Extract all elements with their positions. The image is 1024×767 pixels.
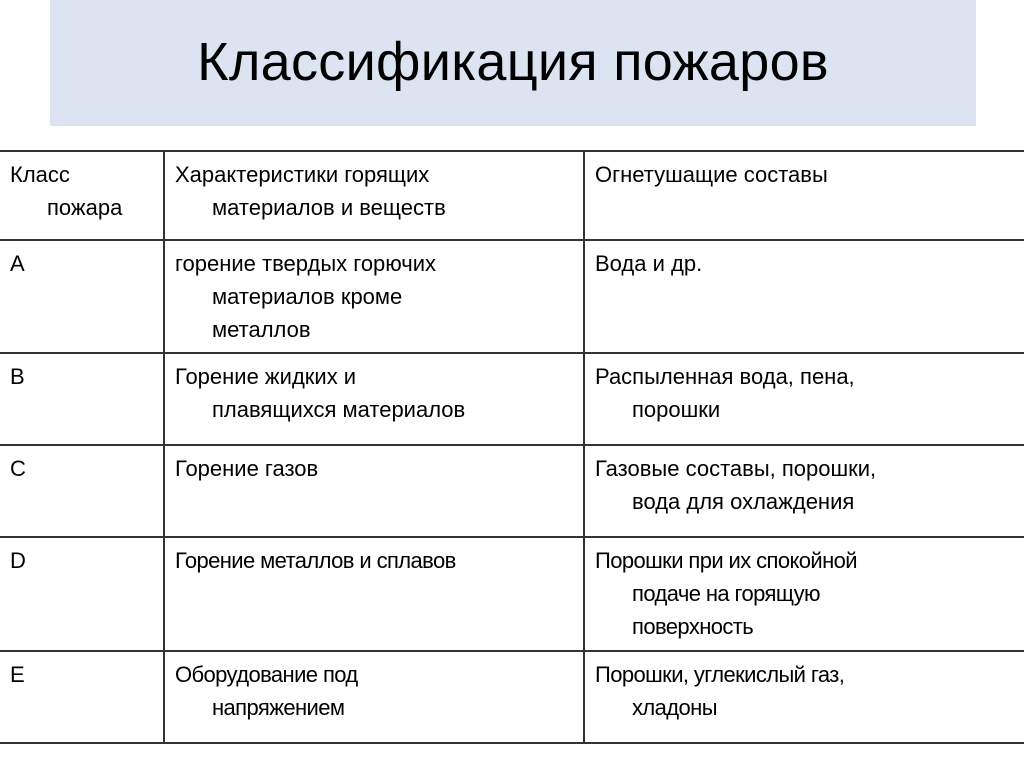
cell-text: напряжением <box>212 695 345 720</box>
table-row <box>0 353 1024 445</box>
characteristics-cell <box>164 353 584 445</box>
header-text: пожара <box>47 195 123 220</box>
class-label: B <box>10 364 25 389</box>
extinguishing-cell <box>584 651 1024 743</box>
class-cell <box>0 353 164 445</box>
cell-text: плавящихся материалов <box>212 397 466 422</box>
cell-text: хладоны <box>632 695 717 720</box>
cell-text: Порошки при их спокойной <box>595 548 857 573</box>
header-text: материалов и веществ <box>212 195 446 220</box>
table-row <box>0 445 1024 537</box>
class-label: D <box>10 548 26 573</box>
cell-text: вода для охлаждения <box>632 489 855 514</box>
class-label: A <box>10 251 25 276</box>
cell-text: горение твердых горючих <box>175 251 437 276</box>
fire-classification-table <box>0 150 1024 744</box>
cell-text: Распыленная вода, пена, <box>595 364 855 389</box>
class-label: C <box>10 456 26 481</box>
characteristics-cell <box>164 240 584 353</box>
cell-text: материалов кроме <box>212 284 403 309</box>
cell-text: Горение газов <box>175 456 319 481</box>
cell-text: Вода и др. <box>595 251 703 276</box>
table-row <box>0 537 1024 651</box>
class-cell <box>0 445 164 537</box>
table-header-row <box>0 151 1024 240</box>
cell-text: Порошки, углекислый газ, <box>595 662 845 687</box>
extinguishing-cell <box>584 537 1024 651</box>
cell-text: Оборудование под <box>175 662 358 687</box>
table-row <box>0 240 1024 353</box>
class-cell <box>0 537 164 651</box>
cell-text: Газовые составы, порошки, <box>595 456 877 481</box>
header-text: Класс <box>10 162 70 187</box>
extinguishing-cell <box>584 240 1024 353</box>
class-cell <box>0 651 164 743</box>
cell-text: Горение жидких и <box>175 364 357 389</box>
cell-text: порошки <box>632 397 721 422</box>
characteristics-cell <box>164 445 584 537</box>
table-row <box>0 651 1024 743</box>
class-label: E <box>10 662 25 687</box>
header-extinguishing <box>584 151 1024 240</box>
header-characteristics <box>164 151 584 240</box>
characteristics-cell <box>164 651 584 743</box>
extinguishing-cell <box>584 353 1024 445</box>
page-title: Классификация пожаров <box>197 32 829 92</box>
cell-text: подаче на горящую <box>632 581 820 606</box>
class-cell <box>0 240 164 353</box>
title-band <box>50 0 976 126</box>
header-class <box>0 151 164 240</box>
extinguishing-cell <box>584 445 1024 537</box>
header-text: Характеристики горящих <box>175 162 430 187</box>
characteristics-cell <box>164 537 584 651</box>
header-text: Огнетушащие составы <box>595 162 828 187</box>
cell-text: металлов <box>212 317 311 342</box>
cell-text: Горение металлов и сплавов <box>175 548 456 573</box>
cell-text: поверхность <box>632 614 754 639</box>
